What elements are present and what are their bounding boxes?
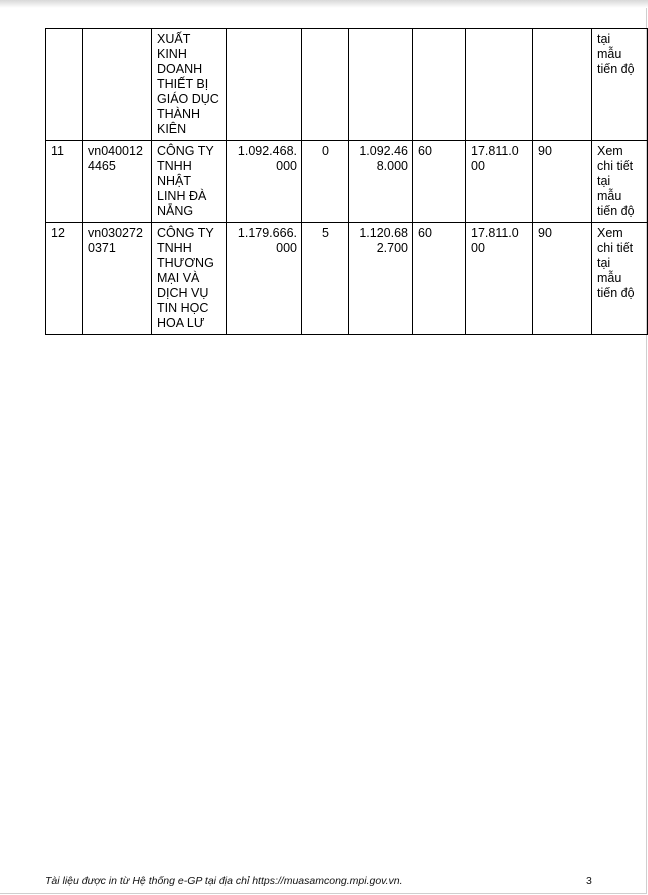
cell-stt: 11 bbox=[46, 141, 83, 223]
cell-final-price-line: 1.120.68 bbox=[359, 226, 408, 240]
cell-discount: 0 bbox=[302, 141, 349, 223]
cell-bidder-name-line: XUẤT bbox=[157, 32, 191, 46]
cell-bidder-name-line: KINH bbox=[157, 47, 187, 61]
cell-progress-line: Xem bbox=[597, 144, 623, 158]
cell-discount bbox=[302, 29, 349, 141]
cell-bidder-name bbox=[152, 141, 227, 223]
cell-bidder-code-line: vn040012 bbox=[88, 144, 143, 158]
cell-validity bbox=[413, 29, 466, 141]
cell-bid-price-line: 000 bbox=[276, 159, 297, 173]
cell-bidder-name-line: CÔNG TY bbox=[157, 144, 214, 158]
cell-bid-price bbox=[227, 29, 302, 141]
cell-bidder-name-line: MẠI VÀ bbox=[157, 271, 200, 285]
cell-final-price bbox=[349, 141, 413, 223]
cell-final-price bbox=[349, 29, 413, 141]
cell-bidder-name bbox=[152, 29, 227, 141]
cell-guarantee bbox=[466, 141, 533, 223]
cell-validity: 60 bbox=[413, 141, 466, 223]
cell-progress-line: tại bbox=[597, 32, 611, 46]
cell-bidder-name-line: THƯƠNG bbox=[157, 256, 214, 270]
cell-bid-price-line: 000 bbox=[276, 241, 297, 255]
cell-duration: 90 bbox=[533, 223, 592, 335]
cell-bid-price-line: 1.092.468. bbox=[237, 144, 297, 158]
cell-progress-line: Xem bbox=[597, 226, 623, 240]
table-row bbox=[46, 29, 648, 141]
cell-bidder-code-line: vn030272 bbox=[88, 226, 143, 240]
cell-final-price-line: 8.000 bbox=[376, 159, 408, 173]
cell-guarantee bbox=[466, 223, 533, 335]
cell-bidder-name-line: KIÊN bbox=[157, 122, 187, 136]
cell-progress-line: chi tiết bbox=[597, 241, 634, 255]
cell-final-price bbox=[349, 223, 413, 335]
cell-bidder-name-line: CÔNG TY bbox=[157, 226, 214, 240]
cell-bidder-code bbox=[83, 141, 152, 223]
cell-bid-price bbox=[227, 141, 302, 223]
cell-progress-line: mẫu bbox=[597, 271, 622, 285]
cell-validity: 60 bbox=[413, 223, 466, 335]
cell-bidder-name-line: TNHH bbox=[157, 241, 192, 255]
footer-note: Tài liệu được in từ Hệ thống e-GP tại địa chỉ https://muasamcong.mpi.gov.vn. bbox=[45, 875, 403, 887]
cell-bidder-name-line: NHẬT bbox=[157, 174, 192, 188]
cell-progress-line: tại bbox=[597, 256, 611, 270]
cell-progress-line: tiến độ bbox=[597, 204, 635, 218]
page-top-shadow bbox=[0, 0, 648, 8]
cell-bidder-name-line: TIN HỌC bbox=[157, 301, 209, 315]
cell-stt bbox=[46, 29, 83, 141]
cell-bidder-name-line: TNHH bbox=[157, 159, 192, 173]
cell-bidder-name bbox=[152, 223, 227, 335]
cell-bidder-code bbox=[83, 29, 152, 141]
cell-bidder-name-line: HOA LƯ bbox=[157, 316, 205, 330]
cell-progress-line: tiến độ bbox=[597, 62, 635, 76]
cell-bidder-name-line: THIẾT BỊ bbox=[157, 77, 209, 91]
cell-final-price-line: 2.700 bbox=[376, 241, 408, 255]
cell-bidder-name-line: LINH ĐÀ bbox=[157, 189, 207, 203]
cell-guarantee-line: 17.811.0 bbox=[471, 144, 519, 158]
cell-progress-line: tại bbox=[597, 174, 611, 188]
cell-bidder-name-line: DỊCH VỤ bbox=[157, 286, 209, 300]
cell-progress bbox=[592, 29, 648, 141]
cell-progress-line: tiến độ bbox=[597, 286, 635, 300]
cell-stt: 12 bbox=[46, 223, 83, 335]
cell-bidder-code bbox=[83, 223, 152, 335]
cell-bidder-name-line: NẴNG bbox=[157, 204, 194, 218]
cell-bid-price bbox=[227, 223, 302, 335]
cell-duration bbox=[533, 29, 592, 141]
cell-guarantee bbox=[466, 29, 533, 141]
cell-guarantee-line: 17.811.0 bbox=[471, 226, 519, 240]
table-row bbox=[46, 141, 648, 223]
cell-progress-line: chi tiết bbox=[597, 159, 634, 173]
table-row bbox=[46, 223, 648, 335]
bidder-table-body bbox=[46, 29, 648, 335]
cell-progress bbox=[592, 223, 648, 335]
cell-bidder-name-line: DOANH bbox=[157, 62, 203, 76]
cell-progress-line: mẫu bbox=[597, 189, 622, 203]
cell-progress-line: mẫu bbox=[597, 47, 622, 61]
cell-guarantee-line: 00 bbox=[471, 159, 485, 173]
cell-final-price-line: 1.092.46 bbox=[359, 144, 408, 158]
page-number: 3 bbox=[586, 875, 592, 887]
cell-bidder-name-line: GIÁO DỤC bbox=[157, 92, 219, 106]
cell-progress bbox=[592, 141, 648, 223]
cell-bidder-code-line: 0371 bbox=[88, 241, 116, 255]
cell-bidder-name-line: THÀNH bbox=[157, 107, 201, 121]
cell-duration: 90 bbox=[533, 141, 592, 223]
cell-bid-price-line: 1.179.666. bbox=[237, 226, 297, 240]
cell-guarantee-line: 00 bbox=[471, 241, 485, 255]
cell-discount: 5 bbox=[302, 223, 349, 335]
cell-bidder-code-line: 4465 bbox=[88, 159, 116, 173]
bidder-table bbox=[45, 28, 648, 335]
